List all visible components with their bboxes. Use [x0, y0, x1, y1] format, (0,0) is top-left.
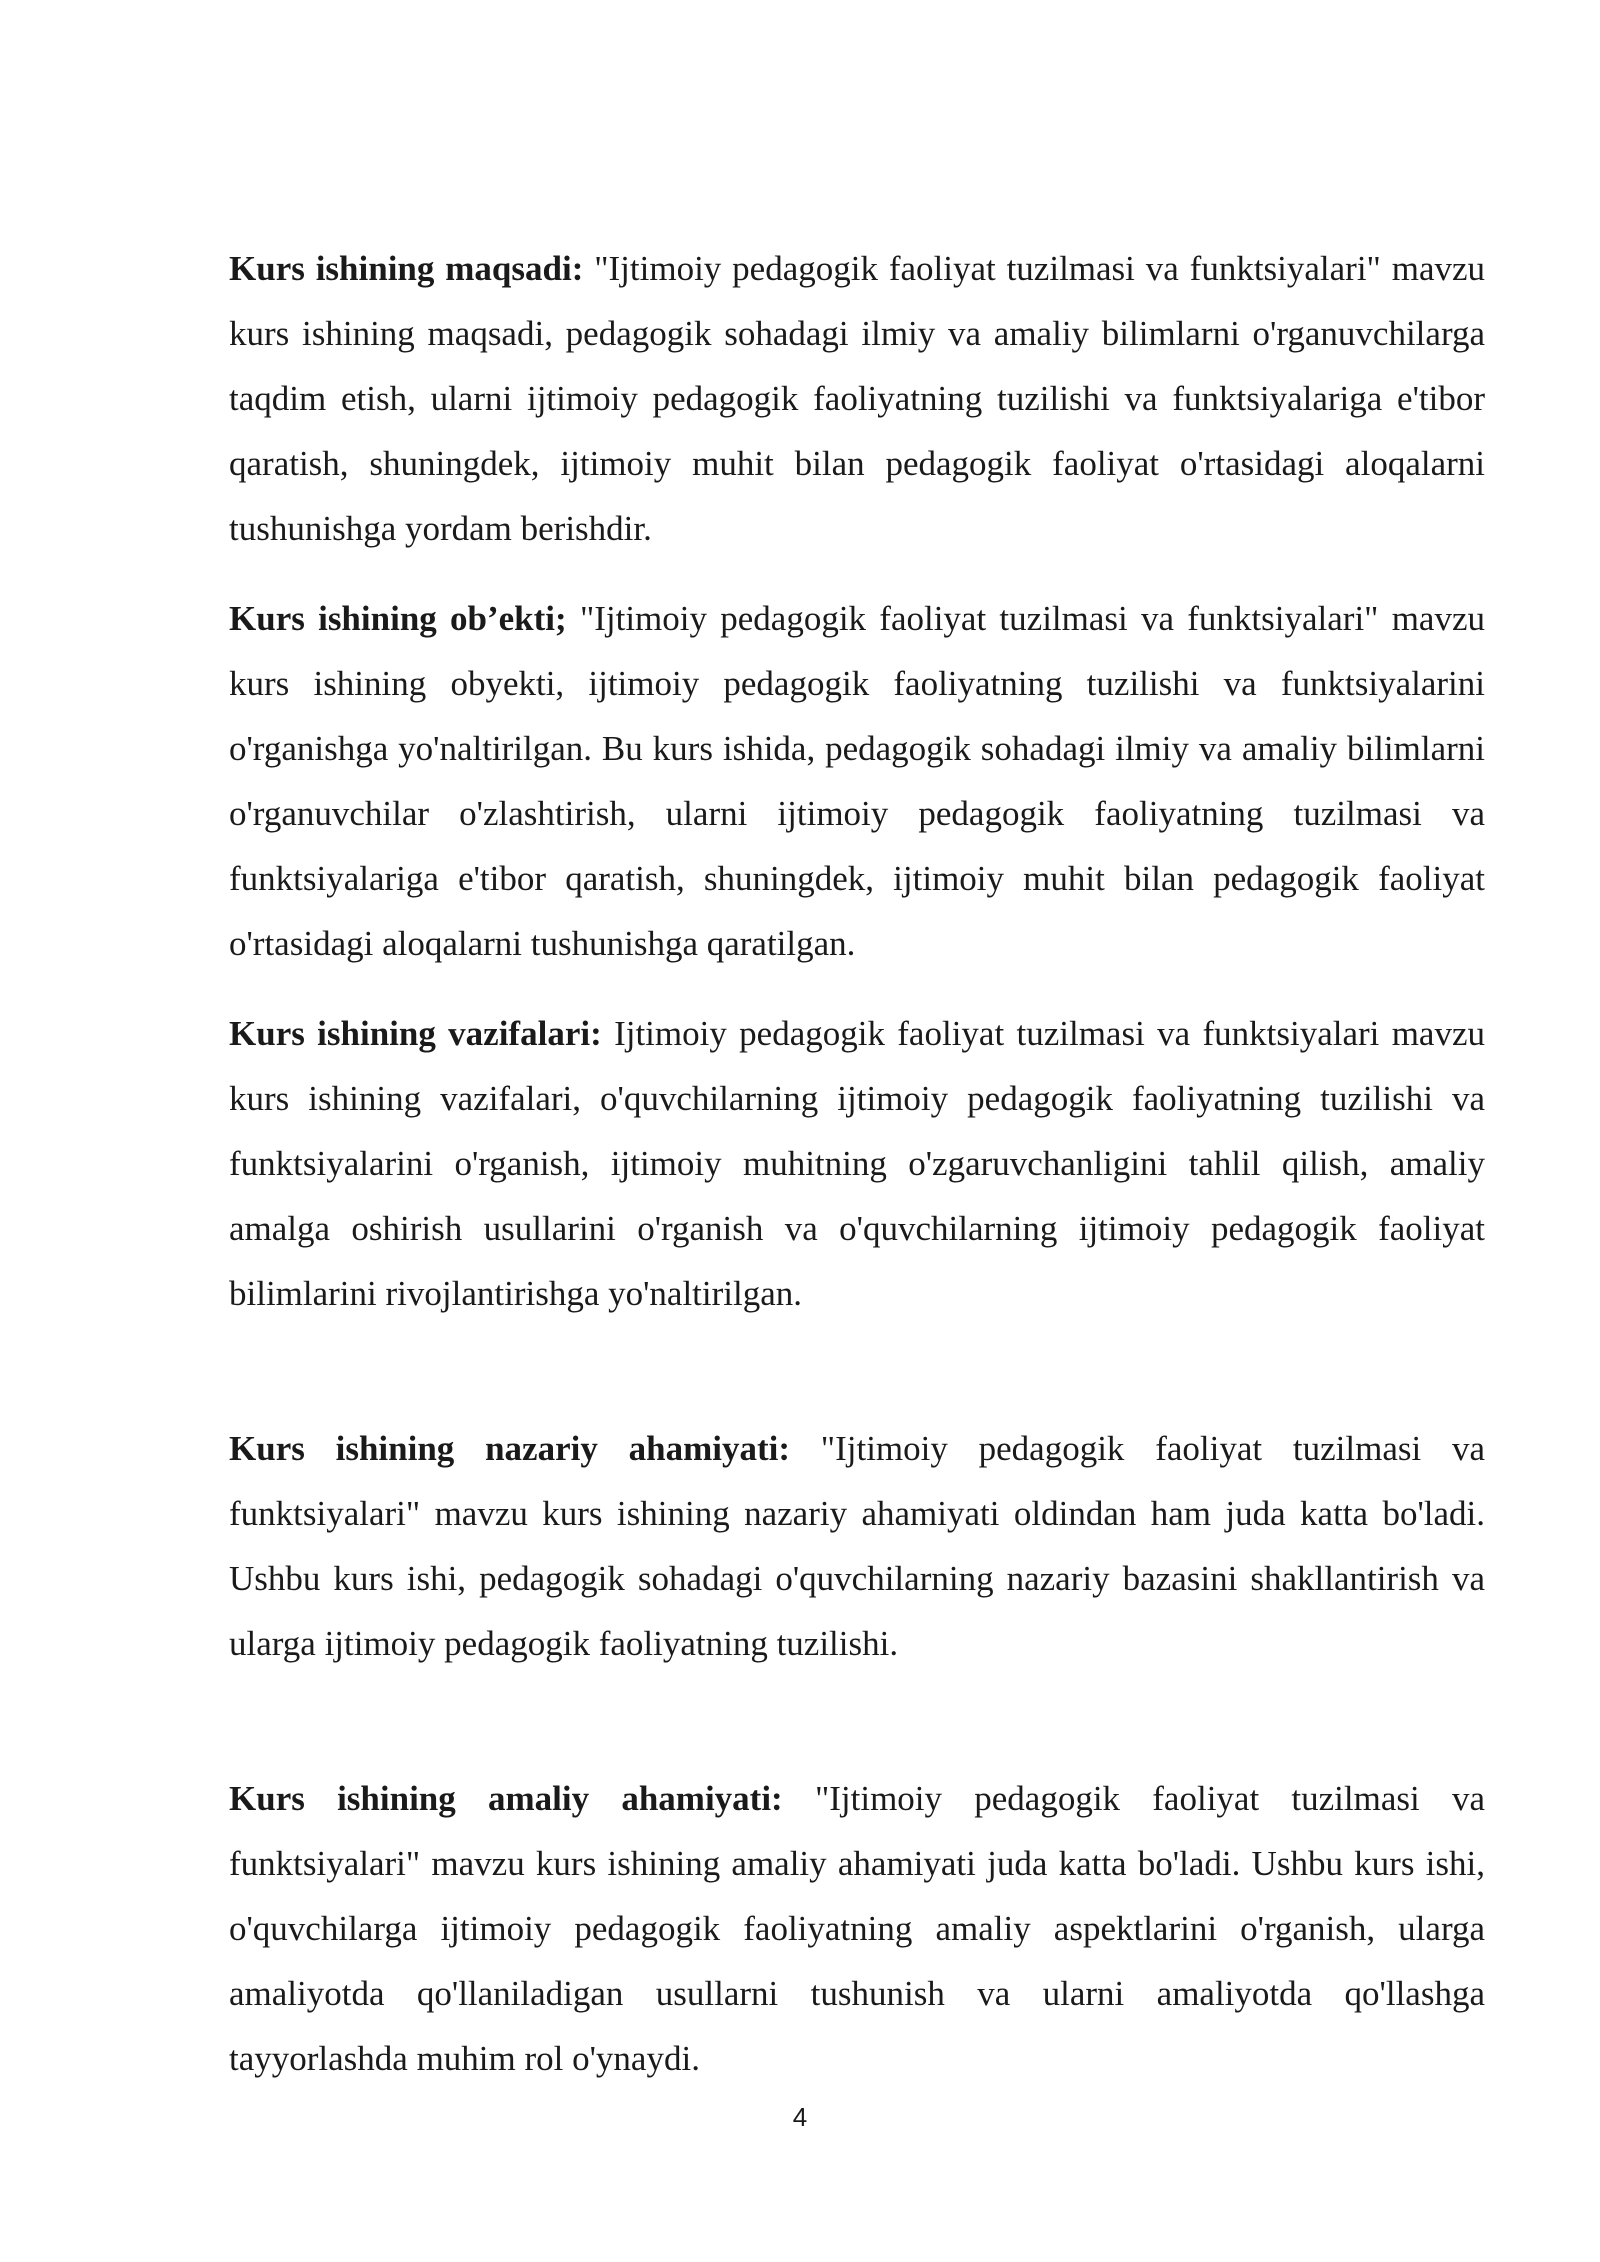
page-content	[229, 236, 1485, 2091]
paragraph-obekti	[229, 586, 1485, 976]
paragraph-body: "Ijtimoiy pedagogik faoliyat tuzilmasi va funktsiyalari" mavzu kurs ishining amaliy ahamiyati juda katta bo'ladi. Ushbu kurs ishi, o'quvchilarga ijtimoiy pedagogik faoliyatning amaliy aspektlarini o'rganish, ularga amaliyotda qo'llaniladigan usullarni tushunish va ularni amaliyotda qo'llashga tayyorlashda muhim rol o'ynaydi.	[229, 1779, 1485, 2078]
paragraph-vazifalari	[229, 1001, 1485, 1326]
paragraph-heading: Kurs ishining vazifalari:	[229, 1014, 602, 1053]
paragraph-nazariy-ahamiyati	[229, 1416, 1485, 1676]
paragraph-heading: Kurs ishining maqsadi:	[229, 249, 584, 288]
paragraph-heading: Kurs ishining amaliy ahamiyati:	[229, 1779, 783, 1818]
paragraph-maqsadi	[229, 236, 1485, 561]
page-number: 4	[792, 2102, 808, 2132]
paragraph-body: "Ijtimoiy pedagogik faoliyat tuzilmasi va funktsiyalari" mavzu kurs ishining obyekti, ijtimoiy pedagogik faoliyatning tuzilishi va funktsiyalarini o'rganishga yo'naltirilgan. Bu kurs ishida, pedagogik sohadagi ilmiy va amaliy bilimlarni o'rganuvchilar o'zlashtirish, ularni ijtimoiy pedagogik faoliyatning tuzilmasi va funktsiyalariga e'tibor qaratish, shuningdek, ijtimoiy muhit bilan pedagogik faoliyat o'rtasidagi aloqalarni tushunishga qaratilgan.	[229, 599, 1485, 963]
paragraph-body: Ijtimoiy pedagogik faoliyat tuzilmasi va funktsiyalari mavzu kurs ishining vazifalari, o'quvchilarning ijtimoiy pedagogik faoliyatning tuzilishi va funktsiyalarini o'rganish, ijtimoiy muhitning o'zgaruvchanligini tahlil qilish, amaliy amalga oshirish usullarini o'rganish va o'quvchilarning ijtimoiy pedagogik faoliyat bilimlarini rivojlantirishga yo'naltirilgan.	[229, 1014, 1485, 1313]
paragraph-heading: Kurs ishining nazariy ahamiyati:	[229, 1429, 791, 1468]
paragraph-body: "Ijtimoiy pedagogik faoliyat tuzilmasi va funktsiyalari" mavzu kurs ishining nazariy ahamiyati oldindan ham juda katta bo'ladi. Ushbu kurs ishi, pedagogik sohadagi o'quvchilarning nazariy bazasini shakllantirish va ularga ijtimoiy pedagogik faoliyatning tuzilishi.	[229, 1429, 1486, 1663]
paragraph-body: "Ijtimoiy pedagogik faoliyat tuzilmasi va funktsiyalari" mavzu kurs ishining maqsadi, pedagogik sohadagi ilmiy va amaliy bilimlarni o'rganuvchilarga taqdim etish, ularni ijtimoiy pedagogik faoliyatning tuzilishi va funktsiyalariga e'tibor qaratish, shuningdek, ijtimoiy muhit bilan pedagogik faoliyat o'rtasidagi aloqalarni tushunishga yordam berishdir.	[229, 249, 1486, 548]
paragraph-amaliy-ahamiyati	[229, 1766, 1485, 2091]
paragraph-heading: Kurs ishining ob’ekti;	[229, 599, 567, 638]
